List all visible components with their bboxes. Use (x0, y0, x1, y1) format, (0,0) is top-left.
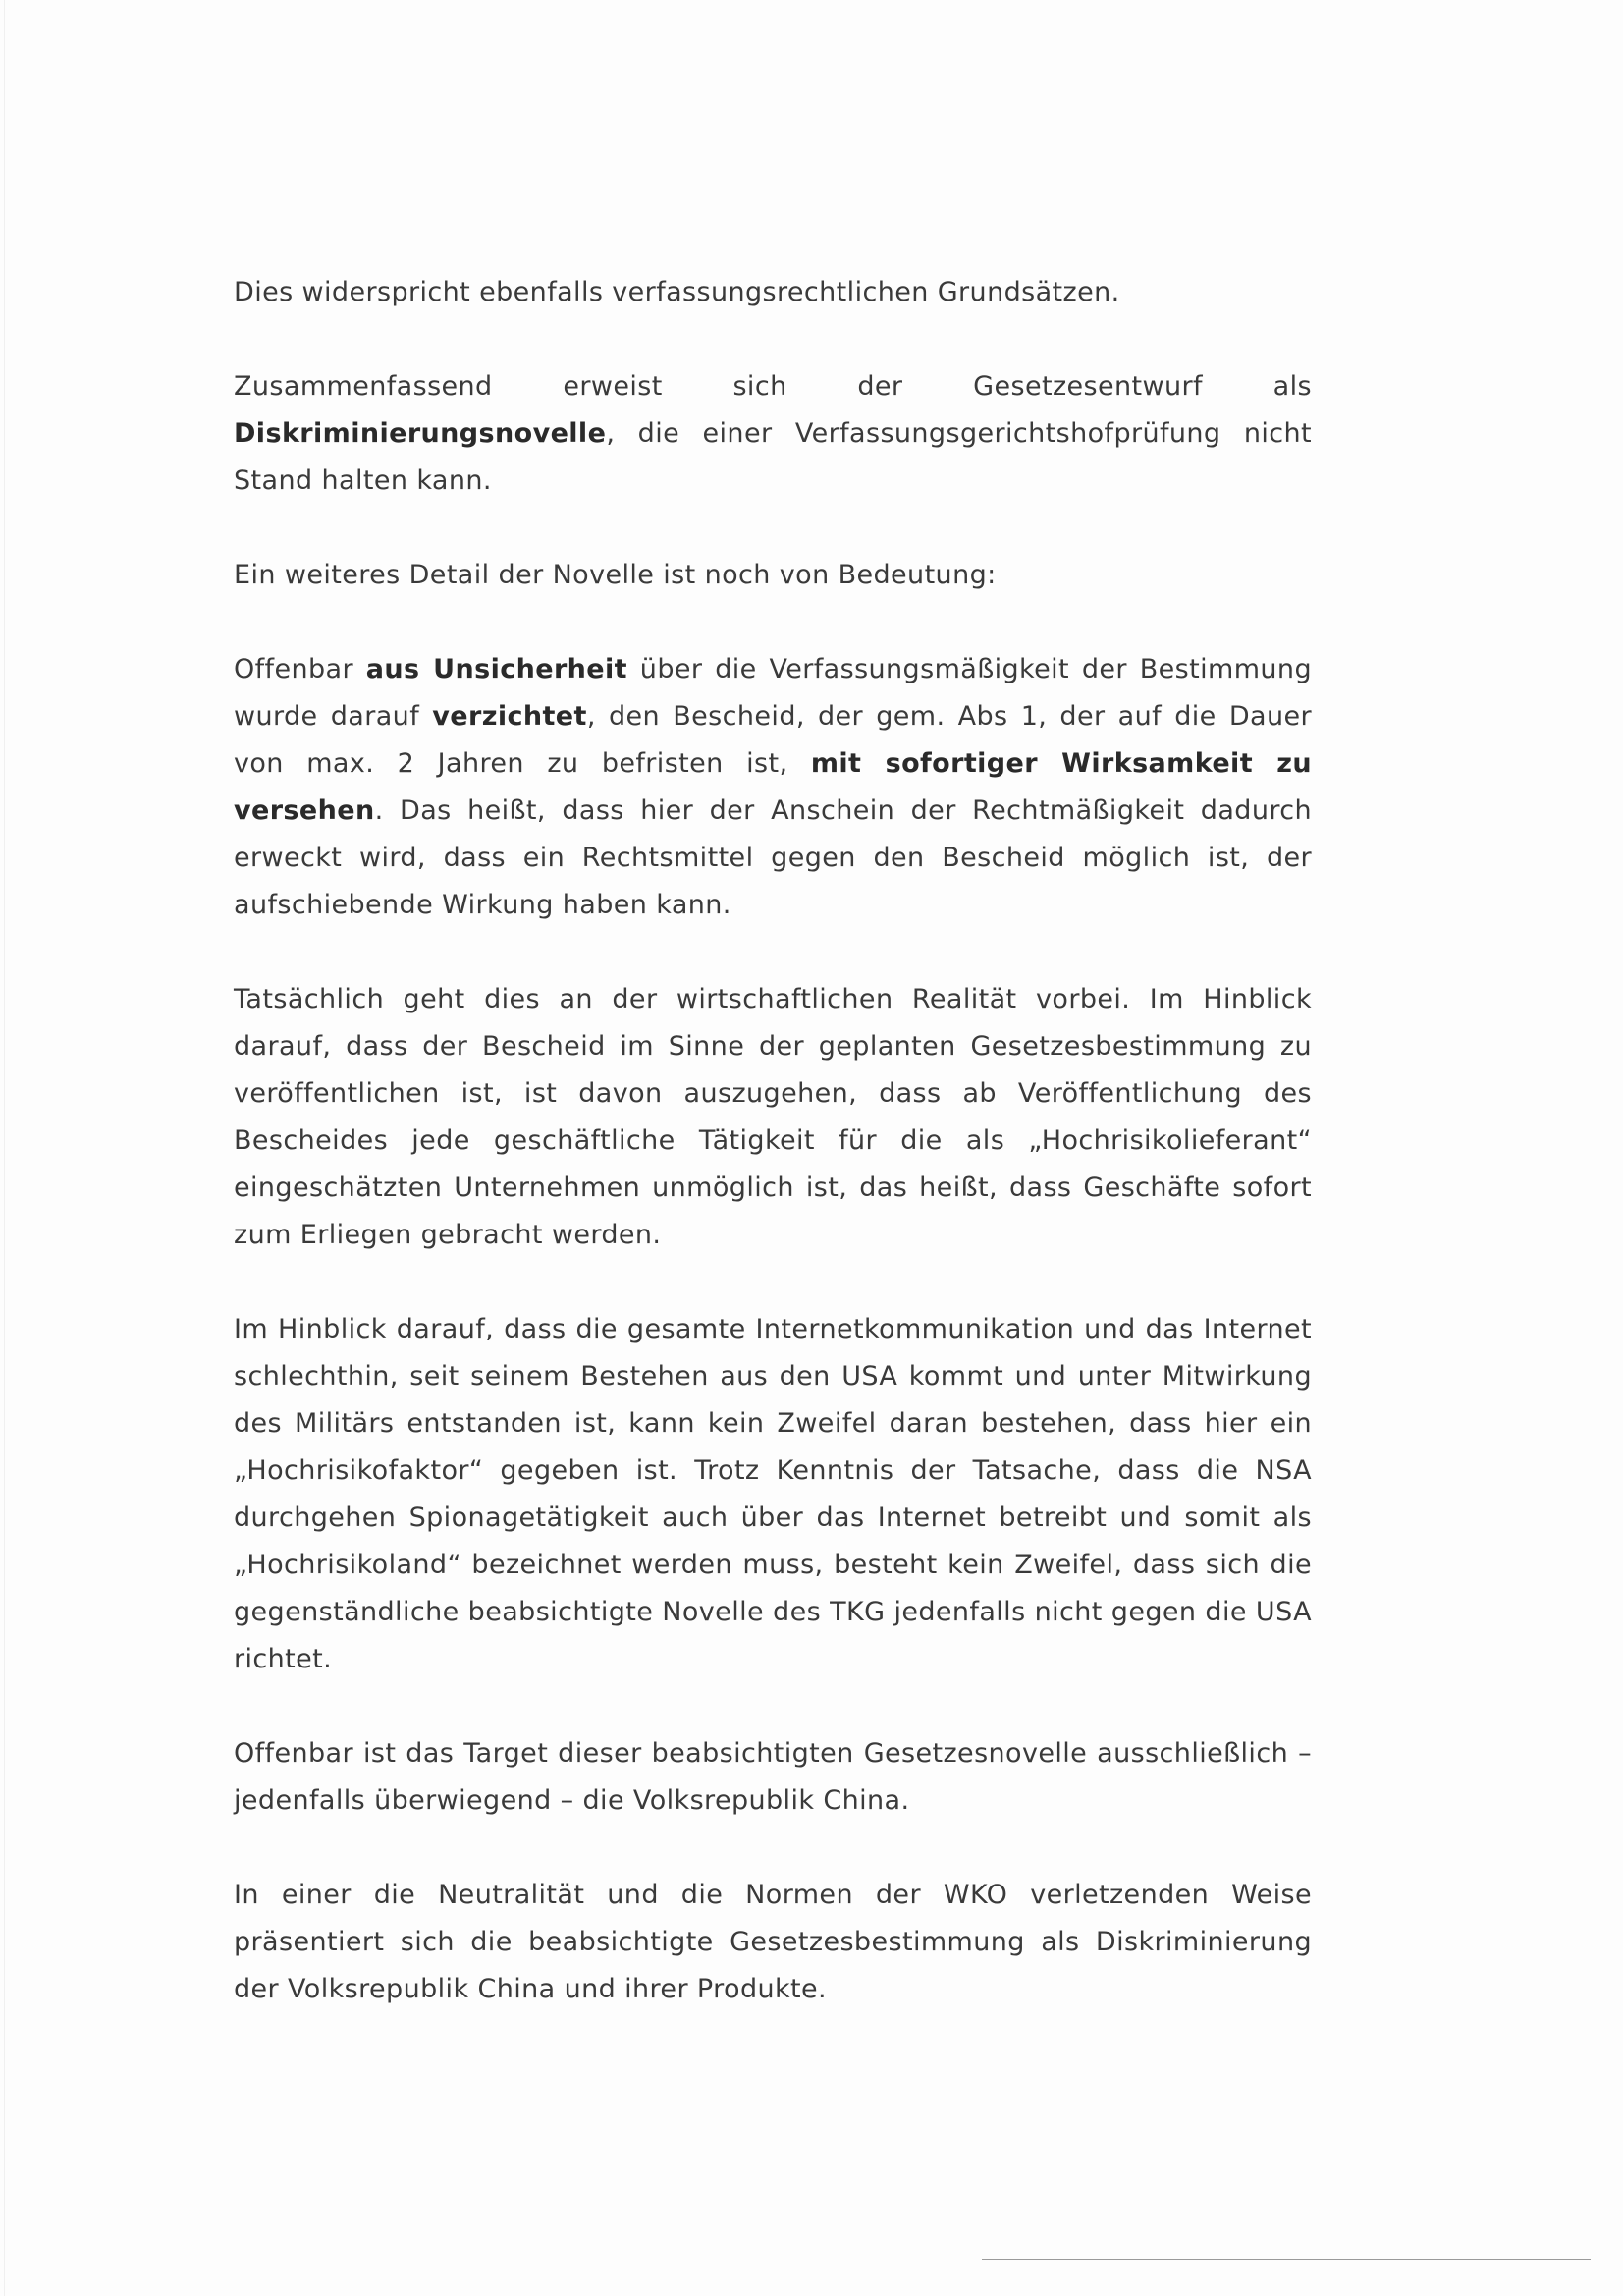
paragraph-1: Dies widerspricht ebenfalls verfassungsrechtlichen Grundsätzen. (234, 277, 1120, 307)
paragraph-4-bold-3: mit sofortiger Wirksamkeit zu versehen (234, 748, 1312, 826)
paragraph-3: Ein weiteres Detail der Novelle ist noch von Bedeutung: (234, 560, 997, 590)
paragraph-6: Im Hinblick darauf, dass die gesamte Internetkommunikation und das Internet schlechthin, seit seinem Bestehen aus den USA kommt und unter Mitwirkung des Militärs entstanden ist, kann kein Zweifel daran bestehen, dass hier ein „Hochrisikofaktor“ gegeben ist. Trotz Kenntnis der Tatsache, dass die NSA durchgehen Spionagetätigkeit auch über das Internet betreibt und somit als „Hochrisikoland“ bezeichnet werden muss, besteht kein Zweifel, dass sich die gegenständliche beabsichtigte Novelle des TKG jedenfalls nicht gegen die USA richtet. (234, 1314, 1312, 1674)
paragraph-4-text-3: , den Bescheid, der gem. Abs 1, der auf die Dauer von max. 2 Jahren zu befristen ist, (234, 701, 1312, 779)
paragraph-8: In einer die Neutralität und die Normen der WKO verletzenden Weise präsentiert sich die beabsichtigte Gesetzesbestimmung als Diskriminierung der Volksrepublik China und ihrer Produkte. (234, 1880, 1312, 2004)
footer-rule (982, 2259, 1591, 2260)
paragraph-2 (234, 363, 1312, 505)
paragraph-2-bold: Diskriminierungsnovelle (234, 418, 607, 449)
paragraph-4-bold-1: aus Unsicherheit (365, 654, 627, 684)
paragraph-7: Offenbar ist das Target dieser beabsichtigten Gesetzesnovelle ausschließlich – jedenfalls überwiegend – die Volksrepublik China. (234, 1738, 1312, 1816)
paragraph-4-text-4: . Das heißt, dass hier der Anschein der Rechtmäßigkeit dadurch erweckt wird, dass ein Rechtsmittel gegen den Bescheid möglich ist, der aufschiebende Wirkung haben kann. (234, 795, 1312, 920)
paragraph-4-text-1: Offenbar (234, 654, 366, 684)
paragraph-5: Tatsächlich geht dies an der wirtschaftlichen Realität vorbei. Im Hinblick darauf, dass der Bescheid im Sinne der geplanten Gesetzesbestimmung zu veröffentlichen ist, ist davon auszugehen, dass ab Veröffentlichung des Bescheides jede geschäftliche Tätigkeit für die als „Hochrisikolieferant“ eingeschätzten Unternehmen unmöglich ist, das heißt, dass Geschäfte sofort zum Erliegen gebracht werden. (234, 984, 1312, 1250)
paragraph-4 (234, 646, 1312, 929)
paragraph-2-text-b: , die einer Verfassungsgerichtshofprüfung nicht Stand halten kann. (234, 418, 1312, 496)
paragraph-2-text-a: Zusammenfassend erweist sich der Gesetzesentwurf als (234, 371, 1312, 402)
scan-edge (4, 0, 5, 2296)
paragraph-4-bold-2: verzichtet (432, 701, 587, 732)
paragraph-4-text-2: über die Verfassungsmäßigkeit der Bestimmung wurde darauf (234, 654, 1312, 732)
